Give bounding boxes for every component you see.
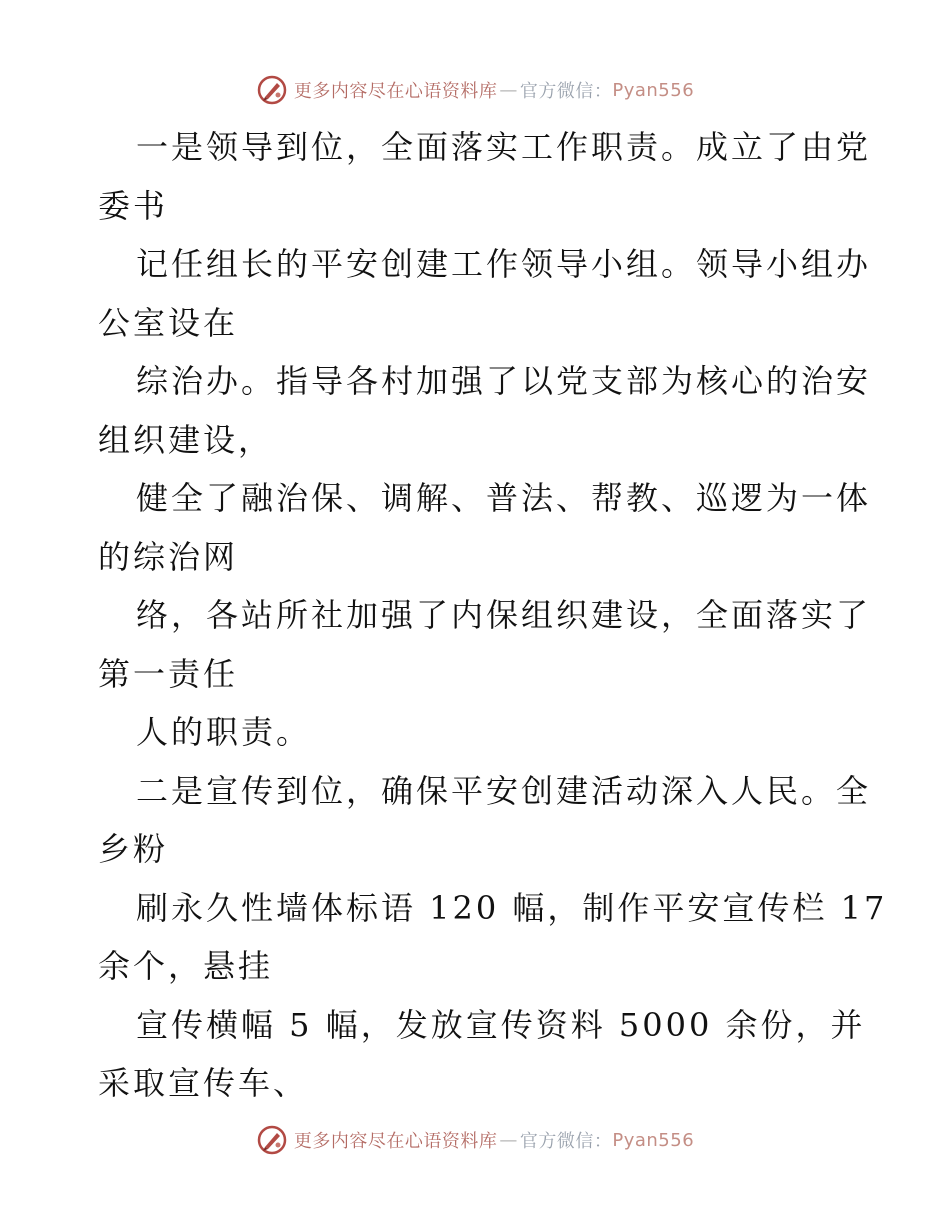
footer-wechat-label: 官方微信： [519,1131,613,1152]
text-line: 委书 [98,186,169,225]
header-wechat-label: 官方微信： [519,81,613,102]
footer-banner [0,1120,950,1160]
text-line: 乡粉 [98,830,169,868]
text-line: 二是宣传到位，确保平安创建活动深入人民。全 [136,771,872,810]
text-line: 宣传横幅 5 幅，发放宣传资料 5000 余份，并 [136,1005,866,1044]
text-line: 一是领导到位，全面落实工作职责。成立了由党 [136,128,872,166]
footer-banner-text: 更多内容尽在心语资料库 [293,1131,498,1152]
footer-separator: — [499,1129,518,1151]
footer-wechat-id: Pyan556 [612,1129,695,1151]
header-banner-text: 更多内容尽在心语资料库 [293,81,498,102]
text-line: 综治办。指导各村加强了以党支部为核心的治安 [136,362,872,400]
document-body [98,118,888,1113]
text-line: 组织建设， [98,420,274,459]
text-line: 余个，悬挂 [98,947,274,985]
text-line: 第一责任 [98,654,239,693]
header-separator: — [499,79,518,101]
text-line: 人的职责。 [136,713,312,751]
text-line: 记任组长的平安创建工作领导小组。领导小组办 [136,245,872,283]
pen-logo-icon [256,1124,288,1156]
header-banner [0,70,950,110]
text-line: 采取宣传车、 [98,1064,309,1102]
text-line: 健全了融治保、调解、普法、帮教、巡逻为一体 [136,479,872,517]
text-line: 络，各站所社加强了内保组织建设，全面落实了 [136,596,872,634]
text-line: 的综治网 [98,537,239,576]
pen-logo-icon [256,74,288,106]
header-wechat-id: Pyan556 [612,79,695,101]
text-line: 公室设在 [98,303,239,342]
text-line: 刷永久性墙体标语 120 幅，制作平安宣传栏 17 [136,888,888,927]
